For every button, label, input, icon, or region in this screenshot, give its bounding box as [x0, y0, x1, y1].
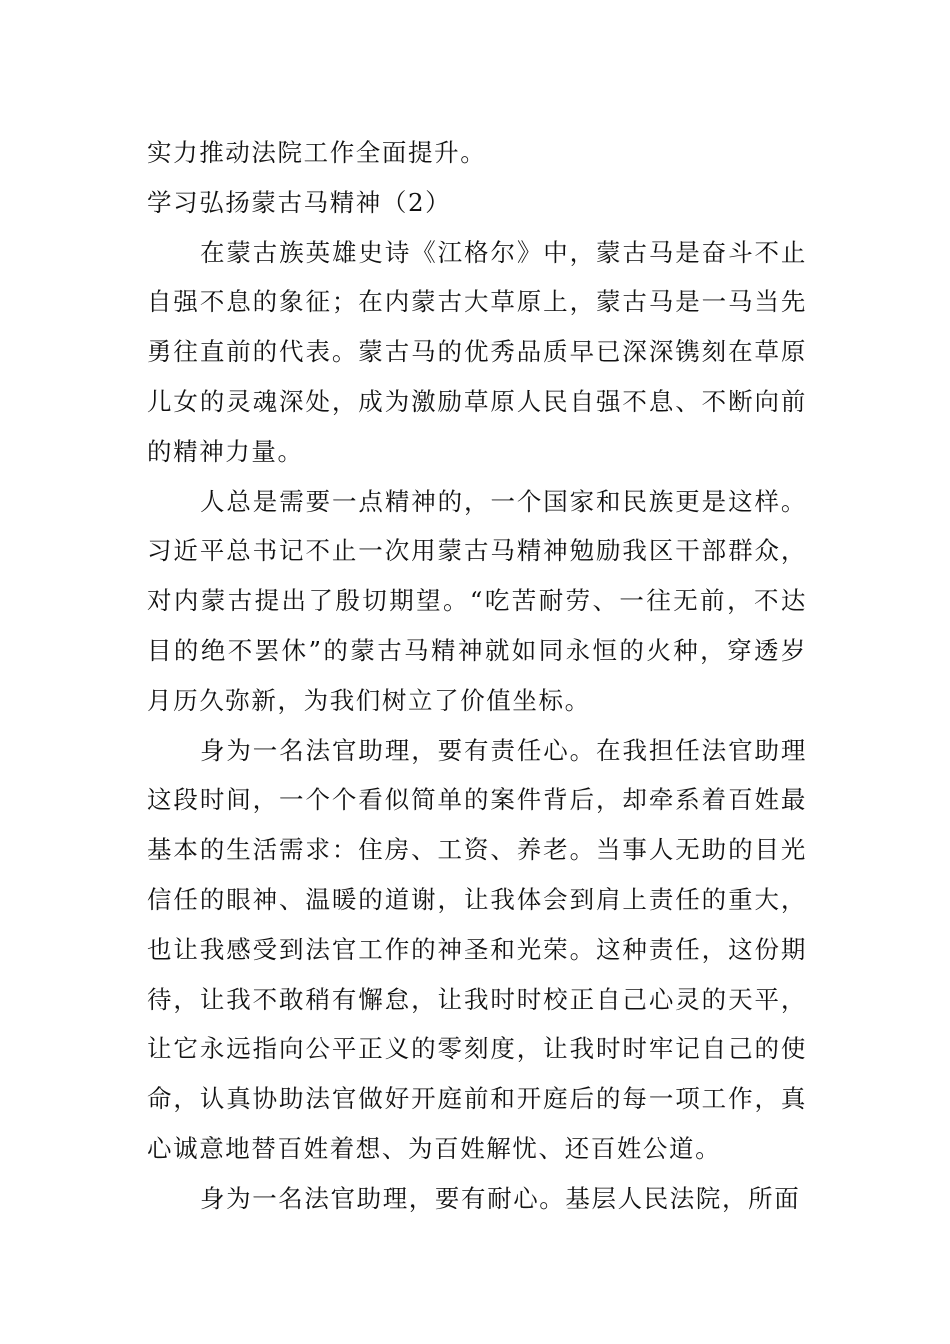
- paragraph-1: 在蒙古族英雄史诗《江格尔》中，蒙古马是奋斗不止自强不息的象征；在内蒙古大草原上，蒙古马是一马当先勇往直前的代表。蒙古马的优秀品质早已深深镌刻在草原儿女的灵魂深处，成为激励草原人民自强不息、不断向前的精神力量。: [147, 237, 807, 466]
- paragraph-2: 人总是需要一点精神的，一个国家和民族更是这样。习近平总书记不止一次用蒙古马精神勉励我区干部群众，对内蒙古提出了殷切期望。“吃苦耐劳、一往无前，不达目的绝不罢休”的蒙古马精神就如同永恒的火种，穿透岁月历久弥新，为我们树立了价值坐标。: [147, 486, 807, 715]
- paragraph-4: 身为一名法官助理，要有耐心。基层人民法院，所面: [200, 1183, 801, 1213]
- section-heading: 学习弘扬蒙古马精神（2）: [147, 187, 452, 217]
- paragraph-3: 身为一名法官助理，要有责任心。在我担任法官助理这段时间，一个个看似简单的案件背后，却牵系着百姓最基本的生活需求：住房、工资、养老。当事人无助的目光信任的眼神、温暖的道谢，让我体会到肩上责任的重大，也让我感受到法官工作的神圣和光荣。这种责任，这份期待，让我不敢稍有懈怠，让我时时校正自己心灵的天平，让它永远指向公平正义的零刻度，让我时时牢记自己的使命，认真协助法官做好开庭前和开庭后的每一项工作，真心诚意地替百姓着想、为百姓解忧、还百姓公道。: [147, 735, 807, 1163]
- lead-in-line: 实力推动法院工作全面提升。: [147, 138, 487, 167]
- document-body: [147, 128, 807, 1224]
